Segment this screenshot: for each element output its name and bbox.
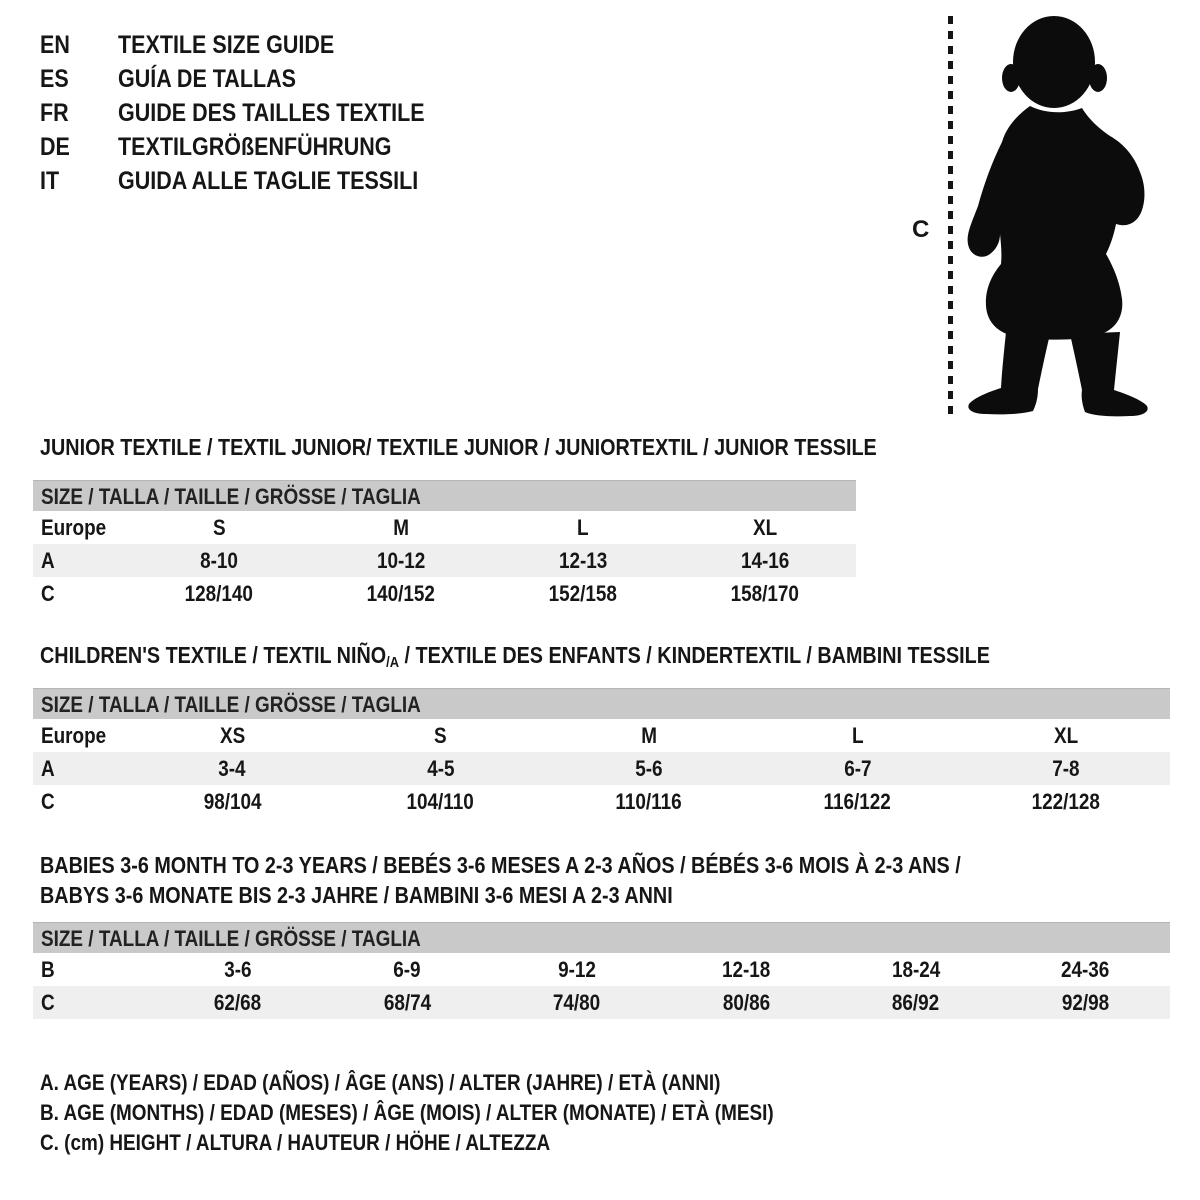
- legend-line-c: C. (cm) HEIGHT / ALTURA / HAUTEUR / HÖHE / ALTEZZA: [40, 1130, 551, 1155]
- cell: 86/92: [892, 990, 940, 1015]
- table-row-height-cm: [33, 577, 856, 610]
- children-size-header-band: SIZE / TALLA / TAILLE / GRÖSSE / TAGLIA: [33, 688, 1170, 719]
- row-label: C: [41, 789, 55, 814]
- cell: M: [641, 723, 657, 748]
- table-row-height-cm: [33, 785, 1170, 818]
- cell: 104/110: [406, 789, 475, 814]
- cell: 110/116: [615, 789, 683, 814]
- cell: 6-7: [843, 756, 872, 781]
- babies-size-table: [33, 922, 1170, 1019]
- page-title-fr: GUIDE DES TAILLES TEXTILE: [118, 99, 425, 127]
- page-title: TEXTILE SIZE GUIDE: [118, 31, 335, 59]
- cell: L: [577, 515, 589, 540]
- row-label: Europe: [41, 515, 107, 540]
- language-code: EN: [40, 31, 70, 59]
- cell: 4-5: [426, 756, 455, 781]
- row-label: C: [41, 581, 55, 606]
- legend-line-a: A. AGE (YEARS) / EDAD (AÑOS) / ÂGE (ANS) / ALTER (JAHRE) / ETÀ (ANNI): [40, 1070, 721, 1095]
- cell: 24-36: [1061, 957, 1110, 982]
- language-code: ES: [40, 65, 69, 93]
- cell: L: [851, 723, 864, 748]
- page-title-de: TEXTILGRÖßENFÜHRUNG: [118, 133, 392, 161]
- nino-a-subscript: /A: [386, 654, 400, 671]
- cell: 10-12: [376, 548, 426, 573]
- page-title-es: GUÍA DE TALLAS: [118, 65, 296, 93]
- table-row-age-years: [33, 544, 856, 577]
- children-size-table: [33, 688, 1170, 818]
- cell: 12-13: [558, 548, 608, 573]
- language-code: DE: [40, 133, 70, 161]
- cell: XS: [219, 723, 245, 748]
- legend: [40, 1068, 893, 1158]
- cell: 3-6: [224, 957, 252, 982]
- babies-size-header-band: SIZE / TALLA / TAILLE / GRÖSSE / TAGLIA: [33, 922, 1170, 953]
- legend-line-b: B. AGE (MONTHS) / EDAD (MESES) / ÂGE (MOIS) / ALTER (MONATE) / ETÀ (MESI): [40, 1100, 774, 1125]
- row-label: A: [41, 756, 55, 781]
- cell: 140/152: [366, 581, 436, 606]
- cell: 92/98: [1061, 990, 1109, 1015]
- cell: S: [212, 515, 226, 540]
- height-measure-label: C: [912, 216, 930, 243]
- height-measure-dotted-line: [948, 16, 953, 416]
- language-row: [40, 96, 475, 130]
- cell: 18-24: [891, 957, 940, 982]
- cell: M: [393, 515, 409, 540]
- language-row: [40, 130, 475, 164]
- row-label: C: [41, 990, 55, 1015]
- row-label: A: [41, 548, 55, 573]
- language-code: FR: [40, 99, 69, 127]
- cell: 8-10: [200, 548, 238, 573]
- toddler-silhouette-icon: [958, 12, 1150, 418]
- cell: 12-18: [722, 957, 771, 982]
- row-label: B: [41, 957, 55, 982]
- children-section-title: CHILDREN'S TEXTILE / TEXTIL $NIÑO_{/A}$ / TEXTILE DES ENFANTS / KINDERTEXTIL / BAMBINI TESSILE: [40, 642, 990, 671]
- cell: XL: [752, 515, 778, 540]
- cell: 68/74: [383, 990, 431, 1015]
- cell: 80/86: [722, 990, 770, 1015]
- cell: S: [434, 723, 447, 748]
- table-row-europe: [33, 719, 1170, 752]
- babies-section-title: BABIES 3-6 MONTH TO 2-3 YEARS / BEBÉS 3-6 MESES A 2-3 AÑOS / BÉBÉS 3-6 MOIS À 2-3 ANS / BABYS 3-6 MONATE BIS 2-3 JAHRE / BAMBINI 3-6 MESI A 2-3 ANNI: [40, 852, 961, 908]
- table-row-age-months: [33, 953, 1170, 986]
- junior-section-title: JUNIOR TEXTILE / TEXTIL JUNIOR/ TEXTILE JUNIOR / JUNIORTEXTIL / JUNIOR TESSILE: [40, 434, 877, 460]
- table-row-europe: [33, 511, 856, 544]
- cell: 7-8: [1052, 756, 1080, 781]
- language-row: [40, 28, 475, 62]
- row-label: Europe: [41, 723, 107, 748]
- cell: 3-4: [218, 756, 246, 781]
- cell: 5-6: [635, 756, 663, 781]
- cell: XL: [1053, 723, 1078, 748]
- junior-size-header-band: SIZE / TALLA / TAILLE / GRÖSSE / TAGLIA: [33, 480, 856, 511]
- language-header: [40, 28, 475, 198]
- cell: 98/104: [203, 789, 262, 814]
- cell: 62/68: [214, 990, 262, 1015]
- cell: 74/80: [553, 990, 601, 1015]
- language-row: [40, 164, 475, 198]
- cell: 6-9: [393, 957, 421, 982]
- cell: 116/122: [823, 789, 892, 814]
- language-code: IT: [40, 167, 60, 195]
- cell: 122/128: [1031, 789, 1101, 814]
- cell: 128/140: [184, 581, 254, 606]
- junior-size-table: [33, 480, 856, 610]
- cell: 14-16: [740, 548, 790, 573]
- cell: 158/170: [730, 581, 800, 606]
- language-row: [40, 62, 475, 96]
- cell: 9-12: [557, 957, 596, 982]
- page-title-it: GUIDA ALLE TAGLIE TESSILI: [118, 167, 419, 195]
- cell: 152/158: [548, 581, 618, 606]
- table-row-height-cm: [33, 986, 1170, 1019]
- table-row-age-years: [33, 752, 1170, 785]
